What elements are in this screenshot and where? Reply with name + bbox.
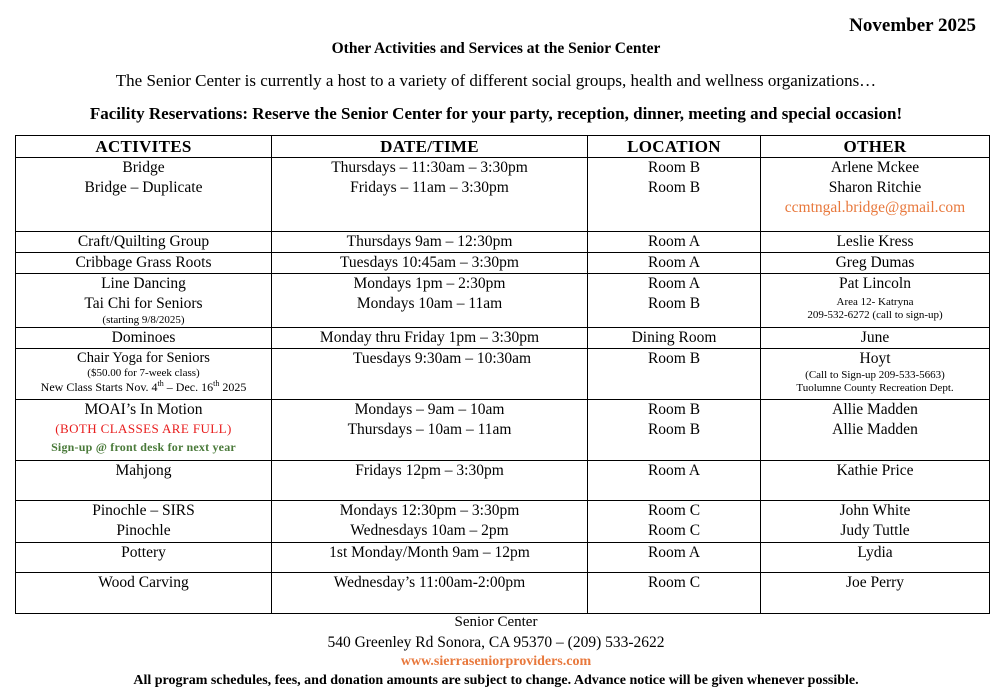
schedule-table bbox=[15, 135, 990, 614]
table-row bbox=[16, 274, 990, 328]
activity-cell: Cribbage Grass Roots bbox=[16, 253, 272, 274]
table-row bbox=[16, 349, 990, 400]
table-row bbox=[16, 232, 990, 253]
intro-text: The Senior Center is currently a host to a variety of different social groups, health and wellness organizations… bbox=[115, 71, 877, 90]
footer-disclaimer: All program schedules, fees, and donation amounts are subject to change. Advance notice will be given whenever possible. bbox=[133, 673, 859, 688]
activity-cell: Dominoes bbox=[16, 328, 272, 349]
table-row bbox=[16, 328, 990, 349]
table-row bbox=[16, 501, 990, 543]
table-row bbox=[16, 253, 990, 274]
activity-cell: Mahjong bbox=[16, 461, 272, 501]
location-cell: Room B Room B bbox=[588, 400, 761, 461]
datetime-cell: Mondays 12:30pm – 3:30pm Wednesdays 10am – 2pm bbox=[272, 501, 588, 543]
location-cell: Room C bbox=[588, 573, 761, 614]
email-link[interactable]: ccmtngal.bridge@gmail.com bbox=[784, 199, 966, 216]
datetime-cell: Mondays – 9am – 10am Thursdays – 10am – 11am bbox=[272, 400, 588, 461]
location-cell: Room A bbox=[588, 253, 761, 274]
column-header-activities: ACTIVITES bbox=[16, 136, 272, 158]
column-header-location: LOCATION bbox=[588, 136, 761, 158]
full-status: (BOTH CLASSES ARE FULL) bbox=[55, 421, 232, 436]
location-cell: Room A bbox=[588, 543, 761, 573]
activity-cell: Chair Yoga for Seniors ($50.00 for 7-week class) New Class Starts Nov. 4th – Dec. 16th 2025 bbox=[16, 349, 272, 400]
column-header-datetime: DATE/TIME bbox=[272, 136, 588, 158]
activity-cell: Craft/Quilting Group bbox=[16, 232, 272, 253]
column-header-other: OTHER bbox=[761, 136, 990, 158]
location-cell: Room A Room B bbox=[588, 274, 761, 328]
table-row bbox=[16, 400, 990, 461]
location-cell: Room A bbox=[588, 461, 761, 501]
location-cell: Room B bbox=[588, 349, 761, 400]
location-cell: Room B Room B bbox=[588, 158, 761, 232]
table-header-row bbox=[16, 136, 990, 158]
location-cell: Dining Room bbox=[588, 328, 761, 349]
activity-cell: Bridge Bridge – Duplicate bbox=[16, 158, 272, 232]
table-row bbox=[16, 543, 990, 573]
datetime-cell: Monday thru Friday 1pm – 3:30pm bbox=[272, 328, 588, 349]
other-cell: Pat Lincoln Area 12- Katryna 209-532-6272 (call to sign-up) bbox=[761, 274, 990, 328]
datetime-cell: Wednesday’s 11:00am-2:00pm bbox=[272, 573, 588, 614]
datetime-cell: Thursdays 9am – 12:30pm bbox=[272, 232, 588, 253]
location-cell: Room C Room C bbox=[588, 501, 761, 543]
footer-org-name: Senior Center bbox=[454, 614, 538, 630]
activity-cell: Pottery bbox=[16, 543, 272, 573]
datetime-cell: Tuesdays 10:45am – 3:30pm bbox=[272, 253, 588, 274]
datetime-cell: Mondays 1pm – 2:30pm Mondays 10am – 11am bbox=[272, 274, 588, 328]
page-title: Other Activities and Services at the Senior Center bbox=[331, 40, 661, 57]
datetime-cell: Fridays 12pm – 3:30pm bbox=[272, 461, 588, 501]
location-cell: Room A bbox=[588, 232, 761, 253]
reservations-text: Facility Reservations: Reserve the Senior Center for your party, reception, dinner, meeting and special occasion! bbox=[89, 104, 903, 123]
other-cell: John White Judy Tuttle bbox=[761, 501, 990, 543]
signup-note: Sign-up @ front desk for next year bbox=[51, 440, 236, 454]
other-cell: Hoyt (Call to Sign-up 209-533-5663) Tuolumne County Recreation Dept. bbox=[761, 349, 990, 400]
other-cell: Leslie Kress bbox=[761, 232, 990, 253]
month-label: November 2025 bbox=[849, 15, 976, 36]
other-cell: Kathie Price bbox=[761, 461, 990, 501]
activity-cell: MOAI’s In Motion (BOTH CLASSES ARE FULL) Sign-up @ front desk for next year bbox=[16, 400, 272, 461]
table-row bbox=[16, 461, 990, 501]
table-row bbox=[16, 573, 990, 614]
other-cell: Joe Perry bbox=[761, 573, 990, 614]
other-cell: Lydia bbox=[761, 543, 990, 573]
activity-cell: Wood Carving bbox=[16, 573, 272, 614]
other-cell: Allie Madden Allie Madden bbox=[761, 400, 990, 461]
datetime-cell: Thursdays – 11:30am – 3:30pm Fridays – 11am – 3:30pm bbox=[272, 158, 588, 232]
table-row bbox=[16, 158, 990, 232]
footer-website-link bbox=[0, 654, 992, 670]
footer-address: 540 Greenley Rd Sonora, CA 95370 – (209) 533-2622 bbox=[327, 634, 665, 651]
datetime-cell: 1st Monday/Month 9am – 12pm bbox=[272, 543, 588, 573]
other-cell: Greg Dumas bbox=[761, 253, 990, 274]
other-cell: June bbox=[761, 328, 990, 349]
activity-cell: Line Dancing Tai Chi for Seniors (starting 9/8/2025) bbox=[16, 274, 272, 328]
other-cell: Arlene Mckee Sharon Ritchie ccmtngal.bridge@gmail.com bbox=[761, 158, 990, 232]
website-link[interactable]: www.sierraseniorproviders.com bbox=[400, 654, 592, 669]
activity-cell: Pinochle – SIRS Pinochle bbox=[16, 501, 272, 543]
datetime-cell: Tuesdays 9:30am – 10:30am bbox=[272, 349, 588, 400]
